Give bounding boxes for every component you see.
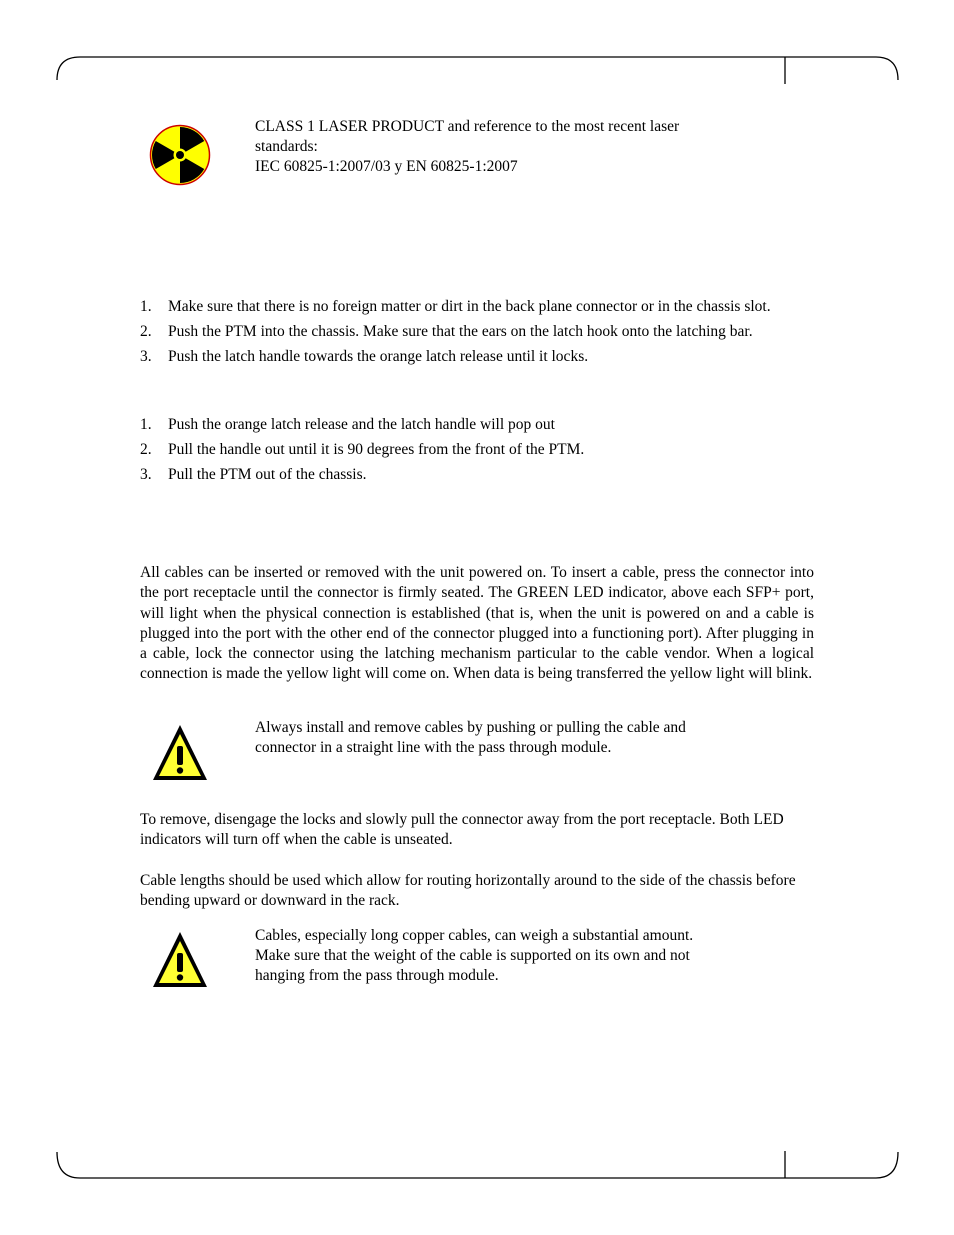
warning-icon [151, 930, 209, 990]
step-text: Push the PTM into the chassis. Make sure that the ears on the latch hook onto the latching bar. [168, 323, 753, 340]
list-item [140, 415, 584, 440]
step-number: 3. [140, 466, 152, 483]
footer-rule [57, 1152, 898, 1178]
cable-lengths-paragraph: Cable lengths should be used which allow for routing horizontally around to the side of the chassis before bending upward or downward in the rack. [140, 872, 796, 910]
laser-notice-line-2: standards: [255, 138, 318, 155]
remove-paragraph: To remove, disengage the locks and slowly pull the connector away from the port receptacle. Both LED indicators will turn off when the cable is unseated. [140, 811, 784, 849]
step-text: Push the orange latch release and the latch handle will pop out [168, 416, 555, 433]
warning-2-line-1: Cables, especially long copper cables, can weigh a substantial amount. [255, 927, 694, 944]
step-text: Pull the PTM out of the chassis. [168, 466, 367, 483]
step-text: Make sure that there is no foreign matter or dirt in the back plane connector or in the chassis slot. [168, 298, 771, 315]
list-item [140, 347, 771, 372]
list-item [140, 440, 584, 465]
step-number: 3. [140, 348, 152, 365]
warning-icon [151, 723, 209, 783]
remove-steps-list [140, 415, 584, 490]
warning-2-line-3: hanging from the pass through module. [255, 967, 499, 984]
step-number: 2. [140, 441, 152, 458]
list-item [140, 465, 584, 490]
warning-2-line-2: Make sure that the weight of the cable is supported on its own and not [255, 947, 690, 964]
header-rule [57, 57, 898, 80]
step-number: 2. [140, 323, 152, 340]
cables-paragraph: All cables can be inserted or removed with the unit powered on. To insert a cable, press the connector into the port receptacle until the connector is firmly seated. The GREEN LED indicator, above each SFP+ port, will light when the physical connection is established (that is, when the unit is powered on and a cable is plugged into the port with the other end of the connector plugged into a functioning port). After plugging in a cable, lock the connector using the latching mechanism particular to the cable vendor. When a logical connection is made the yellow light will come on. When data is being transferred the yellow light will blink. [140, 564, 814, 683]
step-text: Push the latch handle towards the orange latch release until it locks. [168, 348, 589, 365]
laser-notice-line-1: CLASS 1 LASER PRODUCT and reference to the most recent laser [255, 118, 680, 135]
install-steps-list [140, 297, 771, 372]
warning-1-line-1: Always install and remove cables by pushing or pulling the cable and [255, 719, 686, 736]
list-item [140, 322, 771, 347]
warning-1-line-2: connector in a straight line with the pass through module. [255, 739, 612, 756]
step-number: 1. [140, 416, 152, 433]
list-item [140, 297, 771, 322]
laser-radiation-icon [149, 124, 211, 186]
step-text: Pull the handle out until it is 90 degrees from the front of the PTM. [168, 441, 585, 458]
step-number: 1. [140, 298, 152, 315]
laser-notice-line-3: IEC 60825-1:2007/03 y EN 60825-1:2007 [255, 158, 518, 175]
